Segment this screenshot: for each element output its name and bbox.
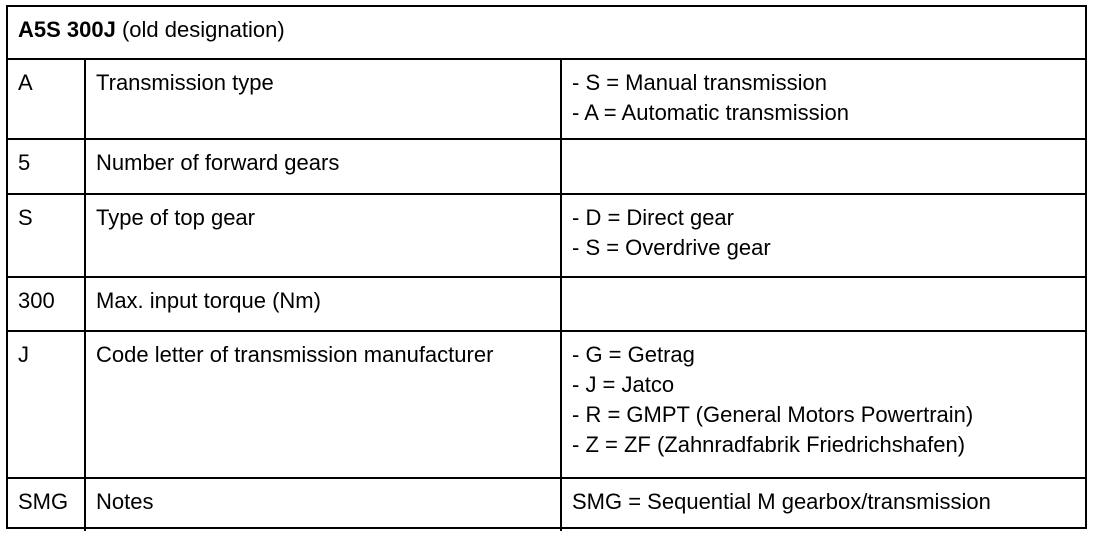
value-line: - R = GMPT (General Motors Powertrain) bbox=[572, 402, 974, 427]
value-line: - J = Jatco bbox=[572, 372, 675, 397]
description-cell: Type of top gear bbox=[85, 194, 561, 277]
table-row bbox=[8, 139, 1085, 194]
designation-title: A5S 300J bbox=[18, 17, 116, 42]
values-cell bbox=[561, 139, 1085, 194]
code-cell: S bbox=[8, 194, 85, 277]
code-cell: 5 bbox=[8, 139, 85, 194]
description-cell: Max. input torque (Nm) bbox=[85, 277, 561, 331]
table-row bbox=[8, 194, 1085, 277]
value-line: - S = Overdrive gear bbox=[572, 235, 771, 260]
table-row bbox=[8, 331, 1085, 478]
value-line: - Z = ZF (Zahnradfabrik Friedrichshafen) bbox=[572, 432, 966, 457]
values-cell bbox=[561, 59, 1085, 139]
designation-table-container bbox=[6, 5, 1087, 529]
value-line: - G = Getrag bbox=[572, 342, 695, 367]
description-cell: Number of forward gears bbox=[85, 139, 561, 194]
code-cell: SMG bbox=[8, 478, 85, 531]
description-cell: Transmission type bbox=[85, 59, 561, 139]
table-row bbox=[8, 478, 1085, 531]
description-cell: Notes bbox=[85, 478, 561, 531]
designation-note: (old designation) bbox=[121, 17, 285, 42]
value-line: SMG = Sequential M gearbox/transmission bbox=[572, 489, 991, 514]
code-cell: 300 bbox=[8, 277, 85, 331]
values-cell bbox=[561, 478, 1085, 531]
designation-table bbox=[8, 7, 1085, 531]
table-row bbox=[8, 277, 1085, 331]
values-cell bbox=[561, 331, 1085, 478]
values-cell bbox=[561, 194, 1085, 277]
value-line: - S = Manual transmission bbox=[572, 70, 827, 95]
description-cell: Code letter of transmission manufacturer bbox=[85, 331, 561, 478]
code-cell: A bbox=[8, 59, 85, 139]
table-header-cell bbox=[8, 7, 1085, 59]
code-cell: J bbox=[8, 331, 85, 478]
table-header-row bbox=[8, 7, 1085, 59]
values-cell bbox=[561, 277, 1085, 331]
value-line: - D = Direct gear bbox=[572, 205, 734, 230]
table-row bbox=[8, 59, 1085, 139]
value-line: - A = Automatic transmission bbox=[572, 100, 849, 125]
